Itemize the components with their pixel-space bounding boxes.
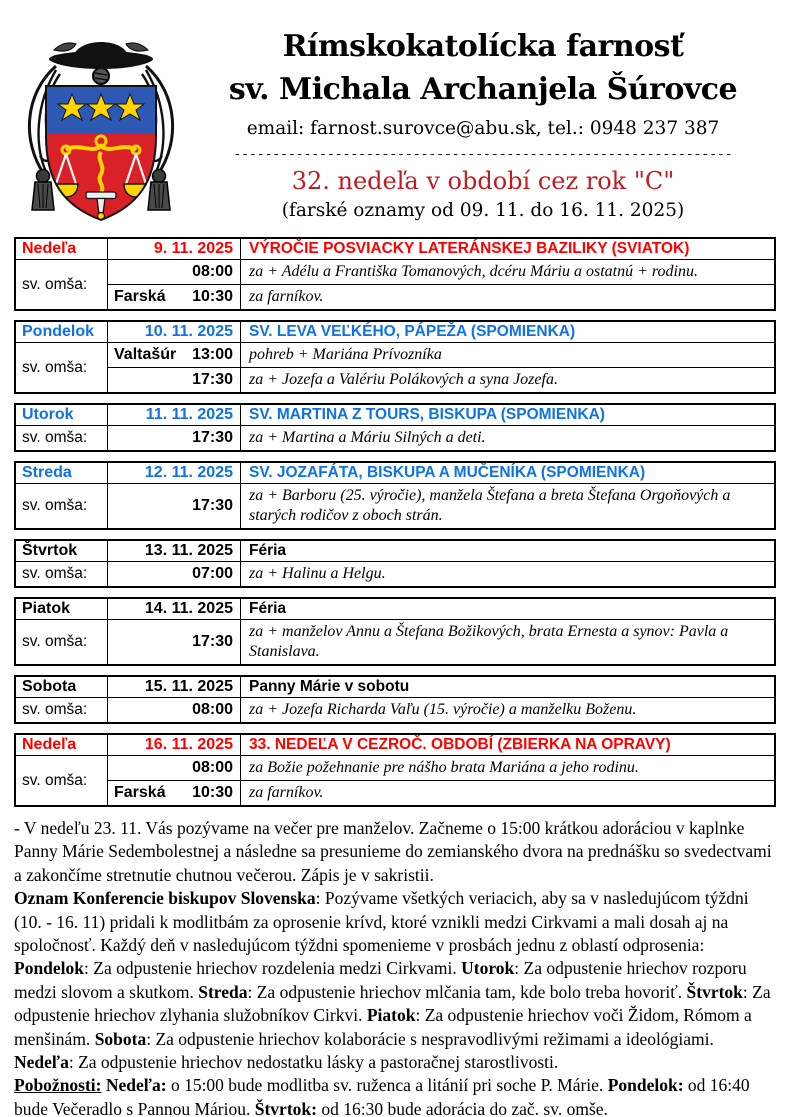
announcement-segment: : Pozývame všetkých veriacich, aby sa v nasledujúcom týždni (10. - 16. 11) pridali k modlitbám za oprosenie krívd, ktoré vznikli medzi Cirkvami a mali dosah aj na spoločnosť. Každý deň v nasledujúcom týždni spomenieme v prosbách jednu z oblastí odprosenia: [14, 888, 749, 956]
dashed-divider: ---------------------------------------------------------------- [233, 147, 733, 163]
announcement-segment: : Za odpustenie hriechov zlyhania služobníkov Cirkvi. [14, 981, 771, 1026]
date-cell: 14. 11. 2025 [108, 599, 241, 620]
date-cell: 9. 11. 2025 [108, 239, 241, 260]
contact-line: email: farnost.surovce@abu.sk, tel.: 0948 237 387 [246, 118, 720, 140]
intention-text: za + Jozefa Richarda Vaľu (15. výročie) a manželku Boženu. [249, 701, 637, 718]
day-cell: Streda [16, 463, 108, 484]
schedule-block [14, 597, 776, 666]
announcement-segment: : Za odpustenie hriechov voči Židom, Rómom a menšinám. [14, 1005, 752, 1049]
announcement-segment: Nedeľa: [105, 1075, 167, 1096]
day-cell: Nedeľa [16, 239, 108, 260]
day-cell: Nedeľa [16, 735, 108, 756]
mass-label: sv. omša: [16, 426, 108, 450]
announcement-segment: Oznam Konferencie biskupov Slovenska [14, 888, 316, 909]
mass-schedule [0, 231, 790, 807]
time-cell [108, 343, 241, 367]
mass-label: sv. omša: [16, 260, 108, 309]
header [0, 0, 790, 231]
announcement-segment: : Za odpustenie hriechov rozdelenia medzi Cirkvami. [84, 958, 462, 979]
day-cell: Sobota [16, 677, 108, 698]
time-cell [108, 260, 241, 284]
mass-label: sv. omša: [16, 756, 108, 805]
time-value: 10:30 [192, 784, 233, 801]
day-cell: Piatok [16, 599, 108, 620]
time-value: 13:00 [192, 346, 233, 363]
mass-label: sv. omša: [16, 484, 108, 528]
feast-cell: Féria [241, 599, 774, 620]
intention-text: za + Martina a Máriu Silných a deti. [249, 429, 486, 446]
mass-label: sv. omša: [16, 620, 108, 664]
announcement-segment: od 16:30 bude adorácia do zač. sv. omše. [316, 1098, 608, 1117]
time-cell [108, 620, 241, 664]
time-value: 17:30 [192, 633, 233, 650]
announcement-segment: : Za odpustenie hriechov rozporu medzi slovom a skutkom. [14, 958, 747, 1002]
schedule-block [14, 539, 776, 588]
time-cell [108, 698, 241, 722]
announcement-segment: Pobožnosti: [14, 1075, 102, 1096]
announcement-segment: Nedeľa [14, 1052, 69, 1073]
feast-cell: VÝROČIE POSVIACKY LATERÁNSKEJ BAZILIKY (SVIATOK) [241, 239, 774, 260]
time-value: 08:00 [192, 701, 233, 718]
announcement-paragraph [14, 1074, 776, 1117]
announcement-segment: Štvrtok [686, 981, 743, 1002]
place-label: Valtašúr [114, 346, 177, 363]
announcement-segment: Sobota [94, 1028, 147, 1049]
announcement-paragraph [14, 887, 776, 1074]
announcement-segment: : Za odpustenie hriechov kolaborácie s nespravodlivými režimami a ideológiami. [146, 1028, 714, 1049]
schedule-block [14, 403, 776, 452]
feast-cell: Féria [241, 541, 774, 562]
time-cell [108, 756, 241, 780]
feast-cell: SV. MARTINA Z TOURS, BISKUPA (SPOMIENKA) [241, 405, 774, 426]
announcement-segment: - V nedeľu 23. 11. Vás pozývame na večer pre manželov. Začneme o 15:00 krátkou adoráciou v kaplnke Panny Márie Sedembolestnej a následne sa presunieme do zemianského dvora na prednášku so svedectvami a zakončíme stretnutie chutnou večerou. Zápis je v sakristii. [14, 818, 772, 885]
announcement-segment: Utorok [461, 958, 515, 979]
announcement-segment: Pondelok: [607, 1075, 684, 1096]
date-cell: 16. 11. 2025 [108, 735, 241, 756]
mass-label: sv. omša: [16, 698, 108, 722]
announcement-segment: Piatok [366, 1005, 416, 1026]
time-value: 17:30 [192, 371, 233, 388]
schedule-block [14, 237, 776, 311]
time-cell [108, 367, 241, 392]
feast-cell: Panny Márie v sobotu [241, 677, 774, 698]
parish-title-line2: sv. Michala Archanjela Šúrovce [228, 71, 738, 107]
announcement-segment: od 16:40 bude Večeradlo s Pannou Máriou. [14, 1075, 750, 1117]
place-label: Farská [114, 784, 166, 801]
intention-text: za + Jozefa a Valériu Polákových a syna Jozefa. [241, 367, 774, 392]
intention-text: pohreb + Mariána Prívozníka [249, 346, 442, 363]
time-cell [108, 426, 241, 450]
announcement-paragraph [14, 817, 776, 887]
time-cell [108, 284, 241, 309]
schedule-block [14, 461, 776, 530]
announcement-segment: Streda [198, 981, 248, 1002]
mass-label: sv. omša: [16, 562, 108, 586]
parish-title-line1: Rímskokatolícka farnosť [282, 29, 684, 64]
intention-text: za + Halinu a Helgu. [249, 565, 386, 582]
schedule-block [14, 320, 776, 394]
time-cell [108, 780, 241, 805]
intention-text: za farníkov. [241, 284, 774, 309]
intention-text: za + manželov Annu a Štefana Božikových, brata Ernesta a synov: Pavla a Stanislava. [249, 623, 729, 660]
date-cell: 12. 11. 2025 [108, 463, 241, 484]
time-value: 17:30 [192, 497, 233, 514]
parish-crest [16, 24, 188, 227]
time-value: 08:00 [192, 263, 233, 280]
announcement-segment: : Za odpustenie hriechov nedostatku lásky a pastoračnej starostlivosti. [68, 1052, 559, 1073]
feast-cell: 33. NEDEĽA V CEZROČ. OBDOBÍ (ZBIERKA NA OPRAVY) [241, 735, 774, 756]
day-cell: Štvrtok [16, 541, 108, 562]
announcement-range: (farské oznamy od 09. 11. do 16. 11. 2025) [281, 200, 685, 222]
intention-text: za farníkov. [241, 780, 774, 805]
date-cell: 15. 11. 2025 [108, 677, 241, 698]
announcement-segment: : Za odpustenie hriechov mlčania tam, kde bolo treba hovoriť. [247, 981, 687, 1002]
time-value: 10:30 [192, 288, 233, 305]
intention-text: za + Adélu a Františka Tomanových, dcéru Máriu a ostatnú + rodinu. [249, 263, 698, 280]
announcement-segment: o 15:00 bude modlitba sv. ruženca a litánií pri soche P. Márie. [166, 1075, 608, 1096]
date-cell: 11. 11. 2025 [108, 405, 241, 426]
schedule-block [14, 733, 776, 807]
time-value: 07:00 [192, 565, 233, 582]
coat-of-arms-icon [16, 24, 186, 222]
day-cell: Utorok [16, 405, 108, 426]
intention-text: za + Barboru (25. výročie), manžela Štefana a breta Štefana Orgoňových a starých rodičov z oboch strán. [249, 487, 731, 524]
time-value: 08:00 [192, 759, 233, 776]
feast-cell: SV. JOZAFÁTA, BISKUPA A MUČENÍKA (SPOMIENKA) [241, 463, 774, 484]
time-cell [108, 562, 241, 586]
intention-text: za Božie požehnanie pre nášho brata Mariána a jeho rodinu. [249, 759, 639, 776]
time-value: 17:30 [192, 429, 233, 446]
feast-cell: SV. LEVA VEĽKÉHO, PÁPEŽA (SPOMIENKA) [241, 322, 774, 343]
announcements [0, 807, 790, 1117]
date-cell: 13. 11. 2025 [108, 541, 241, 562]
header-text [188, 24, 778, 221]
schedule-block [14, 675, 776, 724]
day-cell: Pondelok [16, 322, 108, 343]
announcement-segment: Pondelok [14, 958, 85, 979]
announcement-segment: Štvrtok: [254, 1098, 317, 1117]
date-cell: 10. 11. 2025 [108, 322, 241, 343]
time-cell [108, 484, 241, 528]
sunday-heading: 32. nedeľa v období cez rok "C" [291, 167, 675, 196]
mass-label: sv. omša: [16, 343, 108, 392]
place-label: Farská [114, 288, 166, 305]
